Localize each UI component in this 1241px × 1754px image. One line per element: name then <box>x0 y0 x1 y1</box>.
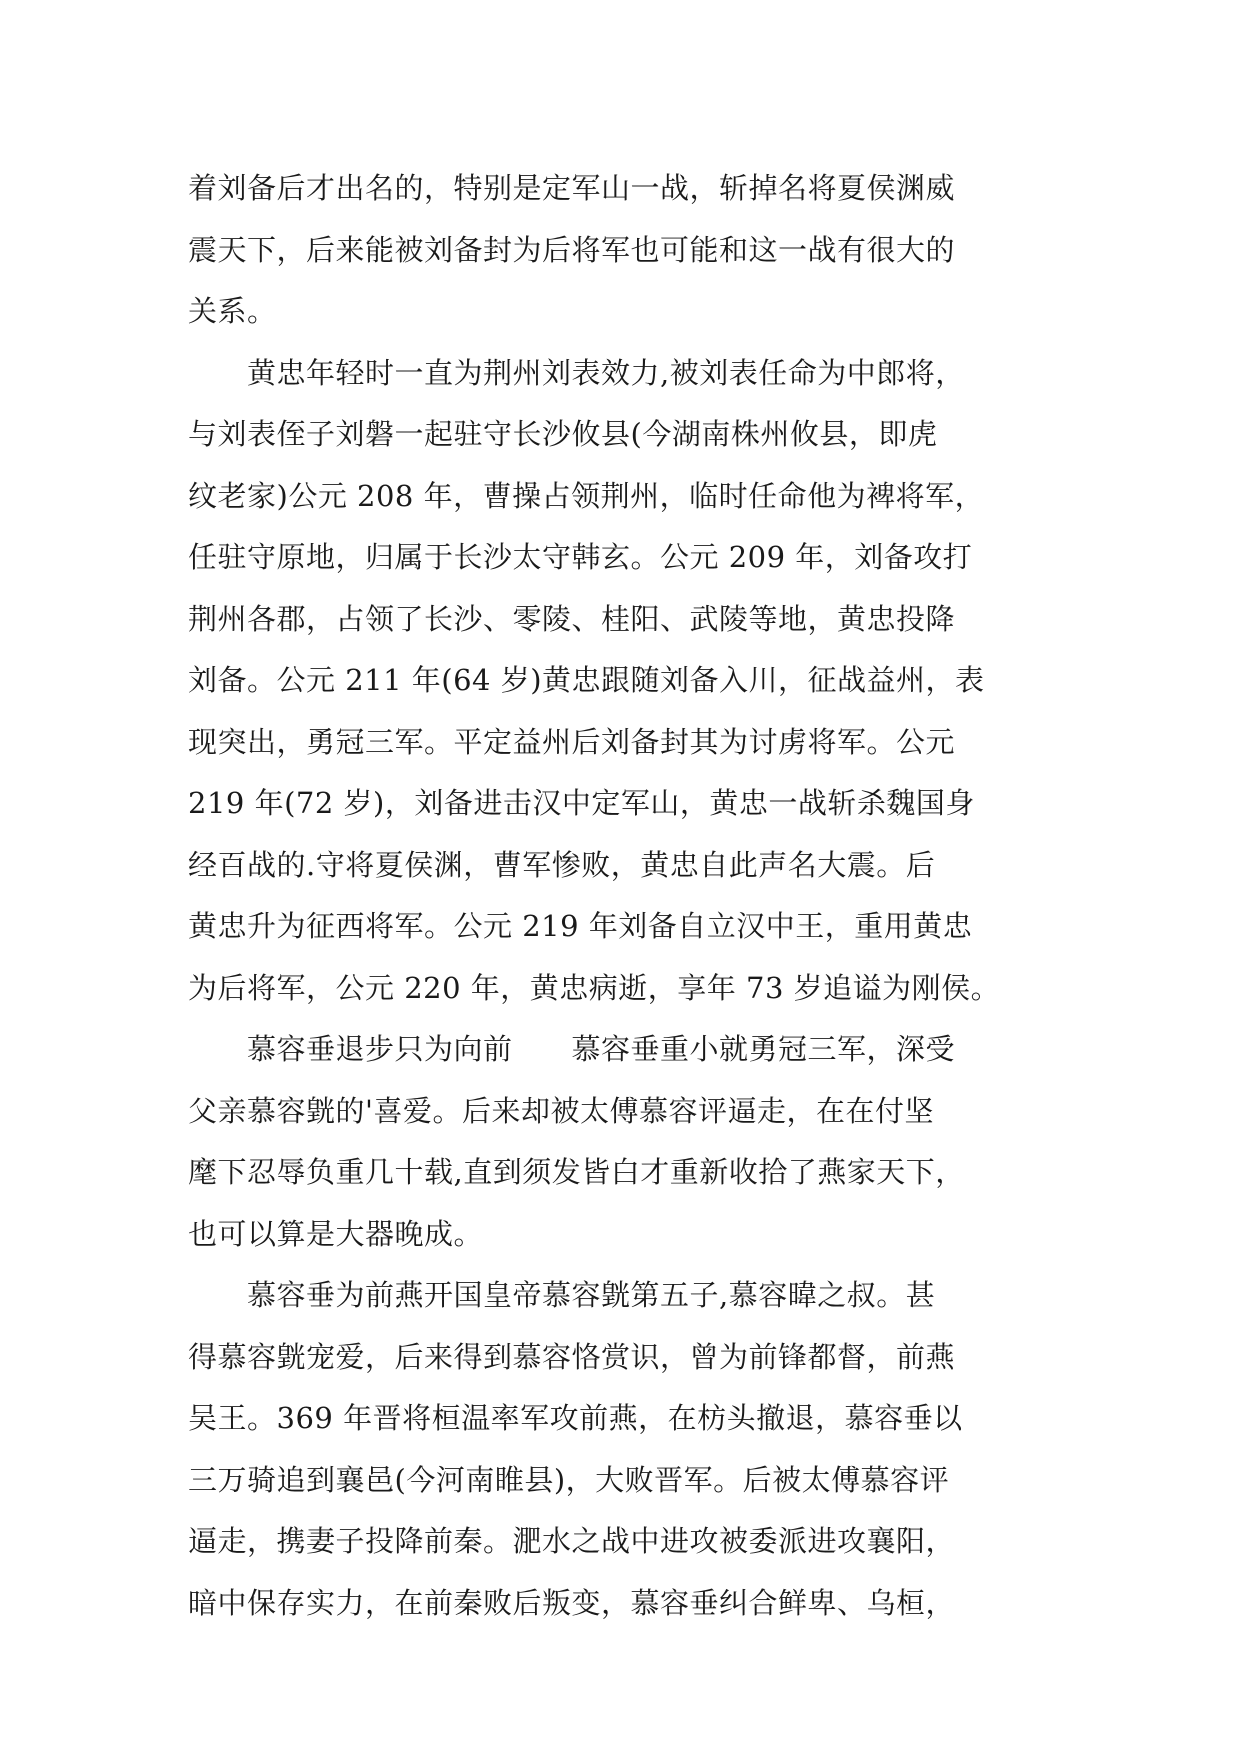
text-line: 慕容垂退步只为向前 慕容垂重小就勇冠三军，深受 <box>188 1032 956 1066</box>
text-line: 麾下忍辱负重几十载,直到须发皆白才重新收拾了燕家天下， <box>188 1155 965 1189</box>
text-line: 吴王。369 年晋将桓温率军攻前燕，在枋头撤退，慕容垂以 <box>188 1401 963 1435</box>
text-line: 暗中保存实力，在前秦败后叛变，慕容垂纠合鲜卑、乌桓， <box>188 1585 956 1620</box>
text-line: 219 年(72 岁)，刘备进击汉中定军山，黄忠一战斩杀魏国身 <box>188 786 975 820</box>
text-line: 得慕容皝宠爱，后来得到慕容恪赏识，曾为前锋都督，前燕 <box>188 1339 956 1374</box>
text-line: 黄忠升为征西将军。公元 219 年刘备自立汉中王，重用黄忠 <box>188 909 973 943</box>
text-line: 刘备。公元 211 年(64 岁)黄忠跟随刘备入川，征战益州，表 <box>188 663 985 697</box>
text-line: 着刘备后才出名的，特别是定军山一战，斩掉名将夏侯渊威 <box>188 171 956 205</box>
text-line: 经百战的.守将夏侯渊，曹军惨败，黄忠自此声名大震。后 <box>188 847 936 882</box>
text-line: 与刘表侄子刘磐一起驻守长沙攸县(今湖南株州攸县，即虎 <box>188 417 938 451</box>
text-line: 为后将军，公元 220 年，黄忠病逝，享年 73 岁追谥为刚侯。 <box>188 970 1001 1005</box>
text-line: 慕容垂为前燕开国皇帝慕容皝第五子,慕容暐之叔。甚 <box>188 1278 936 1312</box>
text-line: 纹老家)公元 208 年，曹操占领荆州，临时任命他为裨将军， <box>188 478 985 513</box>
text-line: 黄忠年轻时一直为荆州刘表效力,被刘表任命为中郎将， <box>188 355 965 390</box>
text-line: 关系。 <box>188 294 277 328</box>
text-line: 现突出，勇冠三军。平定益州后刘备封其为讨虏将军。公元 <box>188 724 956 759</box>
text-line: 也可以算是大器晚成。 <box>188 1216 484 1251</box>
text-line: 任驻守原地，归属于长沙太守韩玄。公元 209 年，刘备攻打 <box>188 540 973 574</box>
text-line: 荆州各郡，占领了长沙、零陵、桂阳、武陵等地，黄忠投降 <box>188 601 956 636</box>
text-line: 震天下，后来能被刘备封为后将军也可能和这一战有很大的 <box>188 232 956 267</box>
text-line: 父亲慕容皝的'喜爱。后来却被太傅慕容评逼走，在在付坚 <box>188 1093 934 1128</box>
body-text <box>188 158 1058 1634</box>
text-line: 逼走，携妻子投降前秦。淝水之战中进攻被委派进攻襄阳， <box>188 1524 956 1558</box>
text-line: 三万骑追到襄邑(今河南睢县)，大败晋军。后被太傅慕容评 <box>188 1462 950 1497</box>
